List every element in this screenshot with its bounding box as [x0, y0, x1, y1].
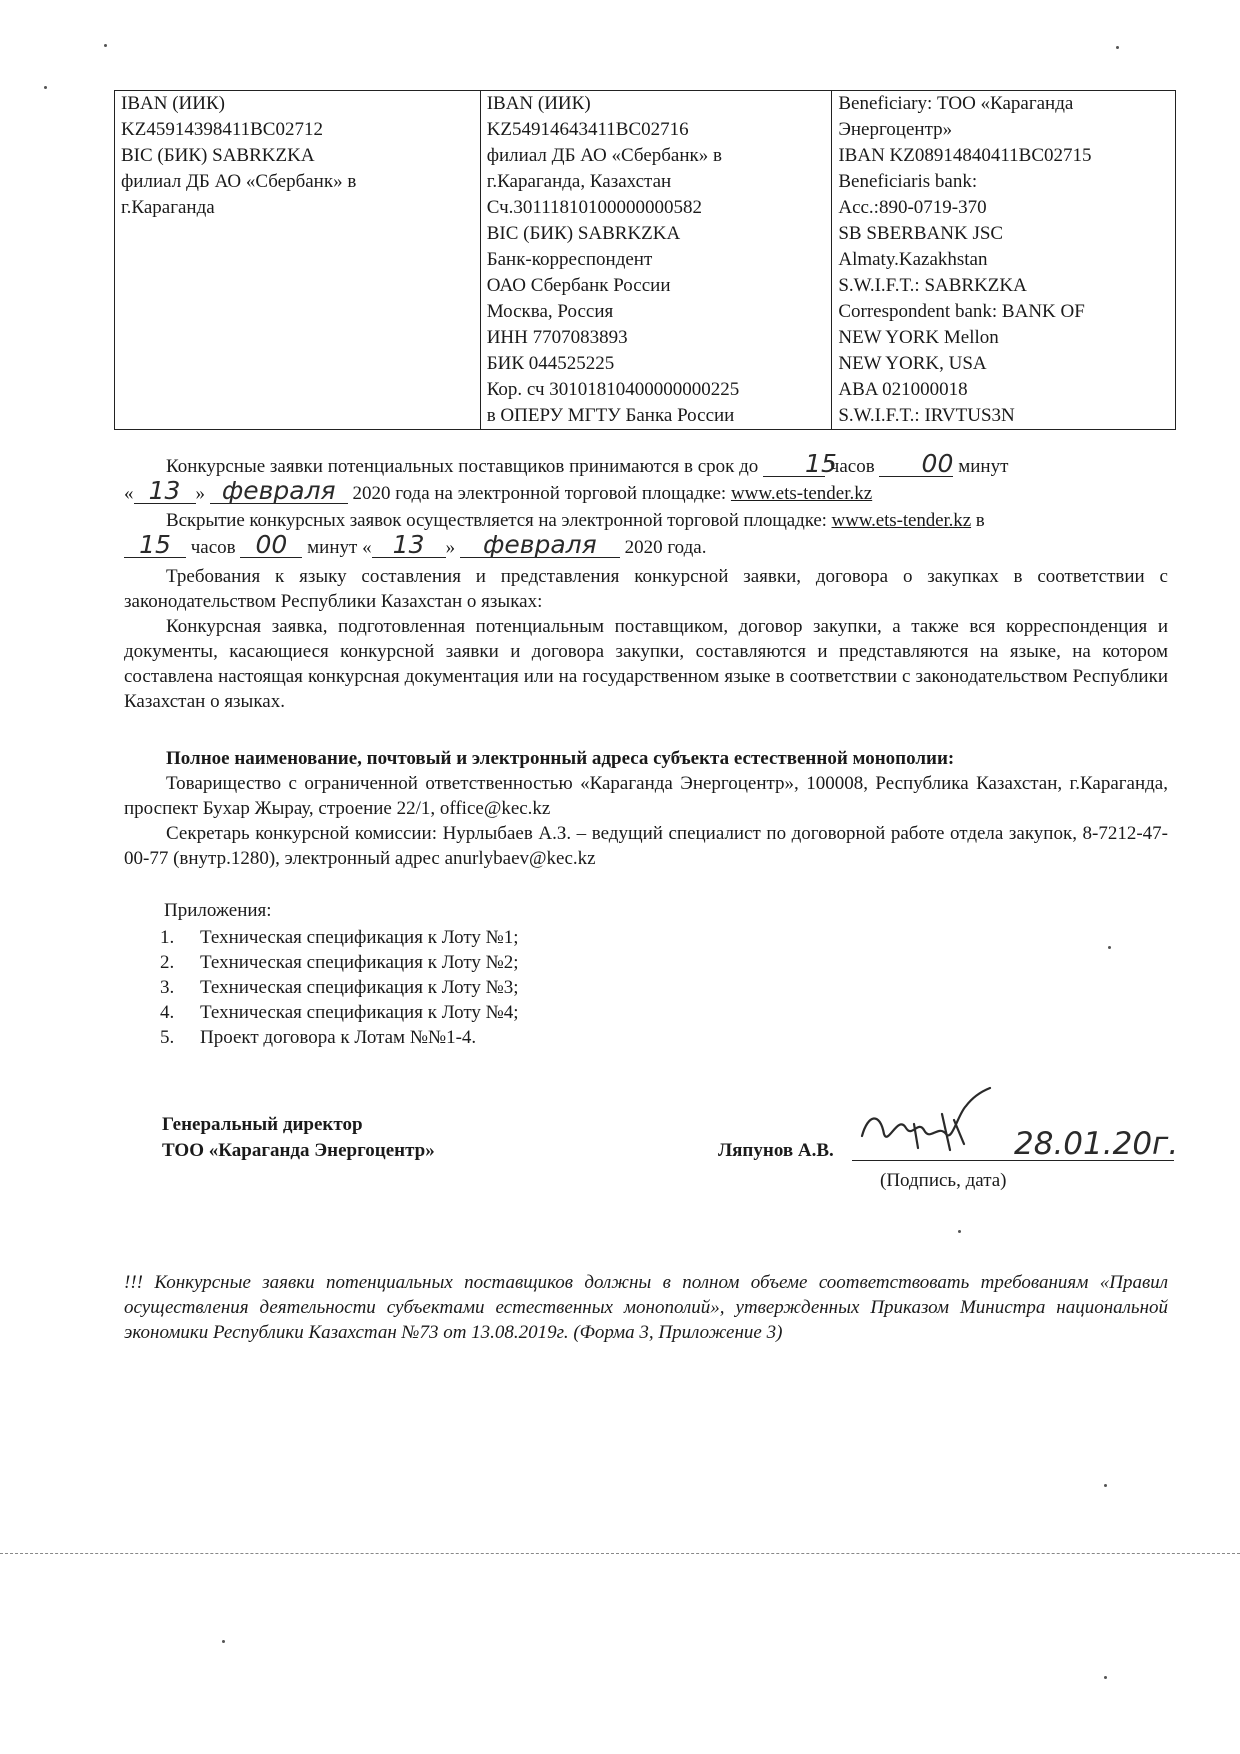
submission-paragraph	[124, 449, 1168, 506]
bank-line: Acc.:890-0719-370	[838, 197, 987, 218]
bank-line: IBAN (ИИК)	[486, 93, 591, 114]
bank-line: NEW YORK Mellon	[838, 327, 999, 348]
signature-caption: (Подпись, дата)	[880, 1170, 1007, 1191]
submission-day: 13	[134, 479, 196, 504]
bank-line: Almaty.Kazakhstan	[838, 249, 988, 270]
submission-day-open: «	[124, 483, 134, 504]
bank-line: филиал ДБ АО «Сбербанк» в	[121, 171, 357, 192]
opening-minute-word: минут	[307, 537, 358, 558]
bank-line: Beneficiaris bank:	[838, 171, 978, 192]
bank-line: BIC (БИК) SABRKZKA	[486, 223, 681, 244]
signature-date: 28.01.20г.	[1014, 1126, 1179, 1162]
scan-speck	[44, 86, 47, 89]
appendices-title: Приложения:	[164, 900, 272, 921]
list-item-number: 1.	[160, 927, 175, 948]
submission-url-link[interactable]: www.ets-tender.kz	[730, 483, 873, 504]
opening-day-open: «	[362, 537, 372, 558]
submission-lead: Конкурсные заявки потенциальных поставщиков принимаются в срок до	[166, 456, 759, 477]
opening-day-close: »	[445, 537, 456, 558]
submission-hour-word: часов	[829, 456, 875, 477]
submission-minute: 00	[879, 452, 953, 477]
handwritten-signature	[854, 1084, 1004, 1164]
opening-hour-word: часов	[190, 537, 236, 558]
entity-address: Товарищество с ограниченной ответственностью «Караганда Энергоцентр», 100008, Республика Казахстан, г.Караганда, проспект Бухар Жырау, строение 22/1, office@kec.kz	[124, 773, 1168, 819]
list-item-text: Техническая спецификация к Лоту №3;	[200, 977, 519, 998]
appendices-section	[124, 898, 519, 1050]
language-section	[124, 564, 1168, 714]
list-item-text: Техническая спецификация к Лоту №2;	[200, 952, 519, 973]
bank-line: IBAN KZ08914840411BC02715	[838, 145, 1092, 166]
signatory-name: Ляпунов А.В.	[718, 1140, 834, 1161]
appendices-list	[124, 925, 519, 1050]
bank-line: ОАО Сбербанк России	[486, 275, 671, 296]
bank-line: IBAN (ИИК)	[121, 93, 225, 114]
bank-details-col2	[480, 91, 832, 430]
list-item-text: Проект договора к Лотам №№1-4.	[200, 1027, 477, 1048]
scan-divider	[0, 1553, 1240, 1554]
signatory-position-line1: Генеральный директор	[162, 1114, 363, 1135]
signatory-position-line2: ТОО «Караганда Энергоцентр»	[162, 1140, 435, 1161]
submission-tail: 2020 года на электронной торговой площадке:	[352, 483, 727, 504]
bank-line: Банк-корреспондент	[486, 249, 653, 270]
list-item	[124, 925, 519, 950]
scan-speck	[1104, 1676, 1107, 1679]
opening-in-word: в	[975, 510, 985, 531]
list-item-text: Техническая спецификация к Лоту №4;	[200, 1002, 519, 1023]
bank-details-table	[114, 90, 1176, 430]
scan-speck	[958, 1230, 961, 1233]
opening-url-link[interactable]: www.ets-tender.kz	[831, 510, 972, 531]
submission-minute-word: минут	[958, 456, 1009, 477]
language-text: Конкурсная заявка, подготовленная потенциальным поставщиком, договор закупки, а также вся корреспонденция и документы, касающиеся конкурсной заявки и договора закупки, составляются и представляются на языке, на котором составлена настоящая конкурсная документация или на государственном языке в соответствии с законодательством Республики Казахстан о языках.	[124, 616, 1168, 712]
scan-speck	[1108, 946, 1111, 949]
list-item	[124, 1025, 519, 1050]
list-item-text: Техническая спецификация к Лоту №1;	[200, 927, 519, 948]
scan-speck	[222, 1640, 225, 1643]
bank-line: Сч.30111810100000000582	[486, 197, 703, 218]
bank-line: Correspondent bank: BANK OF	[838, 301, 1085, 322]
bank-line: S.W.I.F.T.: SABRKZKA	[838, 275, 1027, 296]
bank-line: BIC (БИК) SABRKZKA	[121, 145, 315, 166]
submission-month: февраля	[210, 479, 348, 504]
list-item-number: 5.	[160, 1027, 175, 1048]
bank-line: KZ45914398411BC02712	[121, 119, 323, 140]
bank-line: ABA 021000018	[838, 379, 968, 400]
bank-line: S.W.I.F.T.: IRVTUS3N	[838, 405, 1015, 426]
language-requirement: Требования к языку составления и представления конкурсной заявки, договора о закупках в соответствии с законодательством Республики Казахстан о языках:	[124, 566, 1168, 612]
bank-line: SB SBERBANK JSC	[838, 223, 1004, 244]
scan-speck	[1104, 1484, 1107, 1487]
entity-section	[124, 746, 1168, 871]
bank-line: БИК 044525225	[486, 353, 615, 374]
opening-month: февраля	[460, 533, 620, 558]
bank-line: г.Караганда	[121, 197, 215, 218]
entity-secretary: Секретарь конкурсной комиссии: Нурлыбаев А.З. – ведущий специалист по договорной работе отдела закупок, 8-7212-47-00-77 (внутр.1280), электронный адрес anurlybaev@kec.kz	[124, 823, 1168, 869]
signatory-position	[162, 1112, 435, 1164]
bank-details-col3	[832, 91, 1176, 430]
opening-paragraph	[124, 508, 1168, 560]
list-item-number: 2.	[160, 952, 175, 973]
list-item	[124, 1000, 519, 1025]
opening-day: 13	[372, 533, 446, 558]
bank-line: Beneficiary: ТОО «Караганда	[838, 93, 1074, 114]
list-item-number: 4.	[160, 1002, 175, 1023]
bank-line: филиал ДБ АО «Сбербанк» в	[486, 145, 722, 166]
opening-tail: 2020 года.	[624, 537, 707, 558]
submission-hour: 15	[763, 452, 825, 477]
bank-line: KZ54914643411BC02716	[486, 119, 689, 140]
scan-speck	[1116, 46, 1119, 49]
submission-day-close: »	[195, 483, 205, 504]
bank-line: ИНН 7707083893	[486, 327, 628, 348]
scan-speck	[104, 44, 107, 47]
list-item-number: 3.	[160, 977, 175, 998]
bank-line: Энергоцентр»	[838, 119, 953, 140]
opening-minute: 00	[240, 533, 302, 558]
bank-line: Кор. сч 30101810400000000225	[486, 379, 740, 400]
entity-heading: Полное наименование, почтовый и электронный адреса субъекта естественной монополии:	[166, 748, 955, 769]
compliance-note: !!! Конкурсные заявки потенциальных поставщиков должны в полном объеме соответствовать требованиям «Правил осуществления деятельности субъектами естественных монополий», утвержденных Приказом Министра национальной экономики Республики Казахстан №73 от 13.08.2019г. (Форма 3, Приложение 3)	[124, 1272, 1168, 1343]
bank-line: Москва, Россия	[486, 301, 614, 322]
list-item	[124, 975, 519, 1000]
opening-hour: 15	[124, 533, 186, 558]
bank-details-col1	[115, 91, 481, 430]
bank-line: NEW YORK, USA	[838, 353, 987, 374]
list-item	[124, 950, 519, 975]
opening-lead: Вскрытие конкурсных заявок осуществляется на электронной торговой площадке:	[166, 510, 827, 531]
bank-line: в ОПЕРУ МГТУ Банка России	[486, 405, 735, 426]
bank-line: г.Караганда, Казахстан	[486, 171, 672, 192]
